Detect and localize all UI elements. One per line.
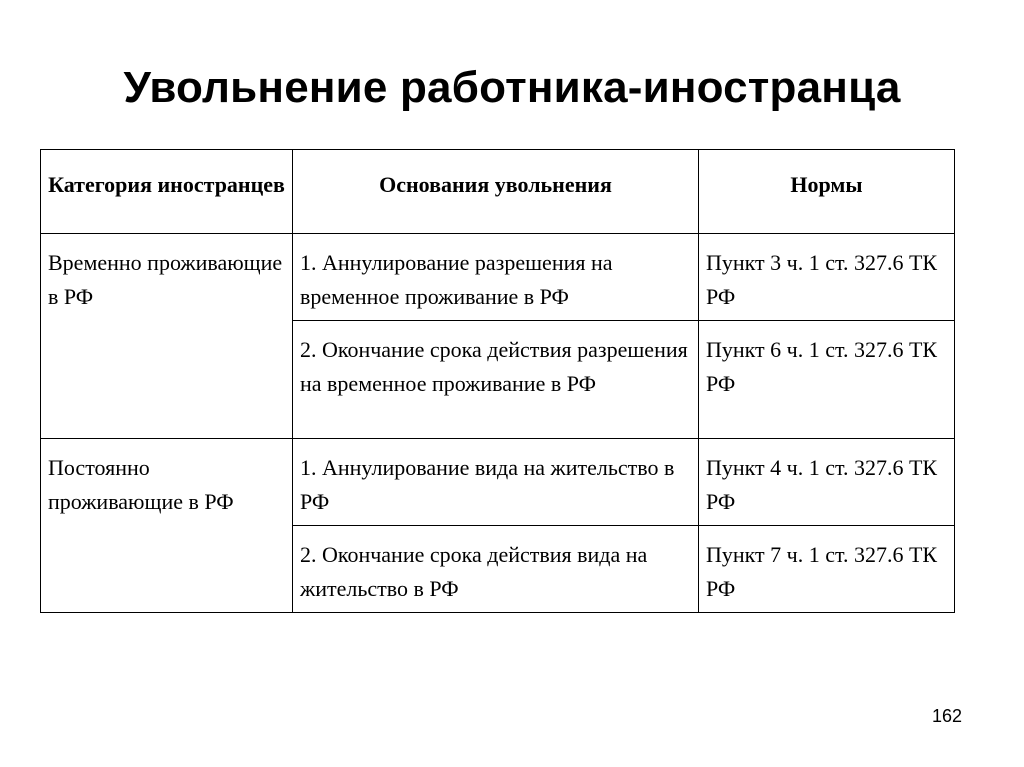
table-row	[41, 234, 955, 321]
ground-cell: 2. Окончание срока действия вида на жительство в РФ	[293, 526, 699, 613]
header-norms: Нормы	[699, 150, 955, 234]
norm-cell: Пункт 3 ч. 1 ст. 327.6 ТК РФ	[699, 234, 955, 321]
header-category: Категория иностранцев	[41, 150, 293, 234]
table-header-row	[41, 150, 955, 234]
table-row	[41, 439, 955, 526]
page-number: 162	[931, 706, 962, 726]
ground-cell: 1. Аннулирование вида на жительство в РФ	[293, 439, 699, 526]
category-cell: Временно проживающие в РФ	[41, 234, 293, 439]
slide-title: Увольнение работника-иностранца	[123, 63, 901, 112]
ground-cell: 1. Аннулирование разрешения на временное проживание в РФ	[293, 234, 699, 321]
norm-cell: Пункт 4 ч. 1 ст. 327.6 ТК РФ	[699, 439, 955, 526]
ground-cell: 2. Окончание срока действия разрешения на временное проживание в РФ	[293, 321, 699, 439]
dismissal-table	[40, 149, 955, 613]
norm-cell: Пункт 7 ч. 1 ст. 327.6 ТК РФ	[699, 526, 955, 613]
header-grounds: Основания увольнения	[293, 150, 699, 234]
category-cell: Постоянно проживающие в РФ	[41, 439, 293, 613]
norm-cell: Пункт 6 ч. 1 ст. 327.6 ТК РФ	[699, 321, 955, 439]
